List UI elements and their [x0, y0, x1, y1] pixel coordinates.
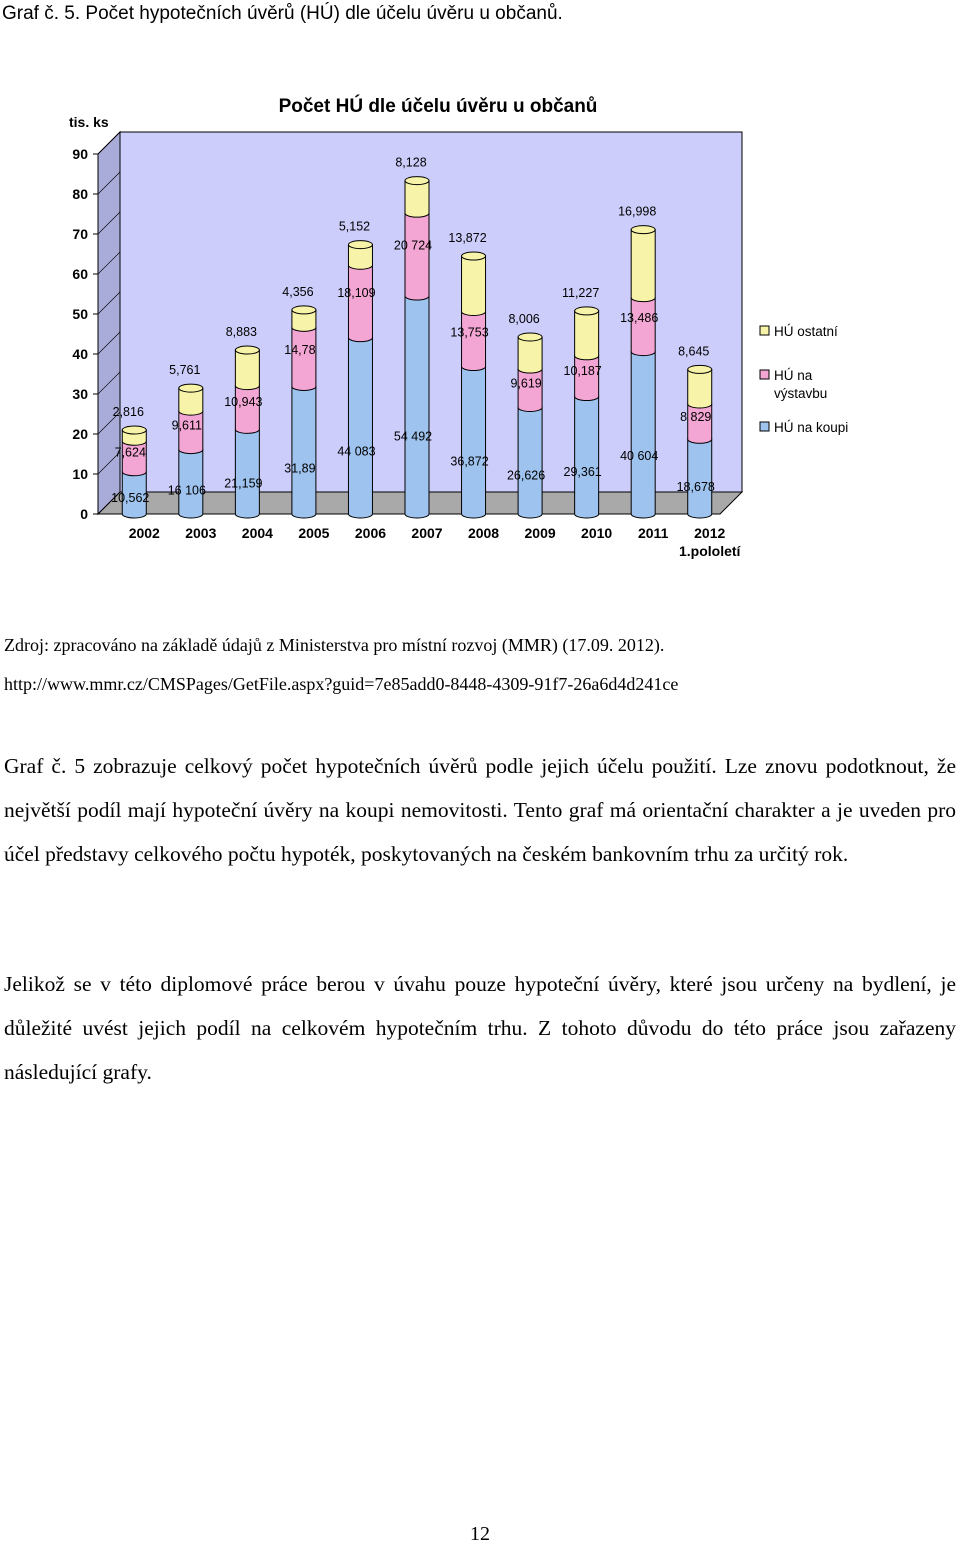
bar-segment [518, 407, 542, 518]
bar-segment [631, 230, 655, 302]
legend-label: výstavbu [774, 386, 828, 401]
bar-segment [462, 367, 486, 518]
bar-cap [405, 177, 429, 185]
data-label: 44 083 [337, 444, 376, 459]
x-tick-label: 2009 [524, 525, 556, 541]
data-label: 16,998 [618, 204, 657, 219]
stacked-bar-chart [0, 80, 960, 580]
data-label: 5,152 [338, 219, 371, 234]
bar-segment [688, 369, 712, 408]
x-tick-label: 2005 [298, 525, 330, 541]
bar-cap [348, 241, 372, 249]
legend-swatch [760, 326, 769, 335]
data-label: 16 106 [167, 483, 206, 498]
x-tick-label: 2004 [241, 525, 273, 541]
x-tick-label: 2012 [694, 525, 726, 541]
data-label: 5,761 [169, 363, 201, 378]
data-label: 54 492 [393, 429, 433, 444]
bar-segment [405, 213, 429, 300]
bar-segment [235, 386, 259, 434]
bar-segment [292, 386, 316, 518]
bar-segment [235, 350, 259, 390]
y-tick-label: 80 [72, 186, 88, 202]
data-label: 8,645 [678, 344, 710, 359]
bar-cap [122, 426, 146, 434]
bar-segment [292, 327, 316, 390]
data-label: 10,562 [111, 491, 150, 506]
bar-cap [631, 226, 655, 234]
data-label: 18,678 [676, 479, 715, 494]
y-tick-label: 40 [72, 346, 88, 362]
bar-cap [518, 333, 542, 341]
legend-label: HÚ na koupi [774, 420, 849, 435]
page-number: 12 [470, 1523, 490, 1545]
data-label: 13,753 [450, 325, 489, 340]
x-tick-label: 2006 [354, 525, 387, 541]
data-label: 40 604 [620, 449, 659, 464]
x-tick-label: 2011 [637, 525, 669, 541]
paragraph-1: Graf č. 5 zobrazuje celkový počet hypotečních úvěrů podle jejich účelu použití. Lze znovu podotknout, že největší podíl mají hypoteční úvěry na koupi nemovitosti. Tento graf má orientační charakter a je uveden pro účel představy celkového počtu hypoték, poskytovaných na českém bankovním trhu za určitý rok. [4, 754, 956, 866]
data-label: 13,872 [448, 231, 487, 246]
bar-segment [348, 265, 372, 341]
x-tick-label: 2003 [185, 525, 217, 541]
y-tick-label: 30 [72, 386, 88, 402]
bar-cap [235, 346, 259, 354]
source-note: Zdroj: zpracováno na základě údajů z Ministerstva pro místní rozvoj (MMR) (17.09. 2012). [4, 635, 665, 655]
y-tick-label: 50 [72, 306, 88, 322]
data-label: 31,89 [284, 461, 316, 476]
bar-segment [575, 311, 599, 360]
data-label: 20 724 [393, 238, 433, 253]
data-label: 26,626 [506, 468, 546, 483]
y-tick-label: 10 [72, 466, 88, 482]
bar-segment [518, 337, 542, 373]
legend-label: HÚ na [774, 368, 813, 383]
data-label: 8,128 [395, 155, 427, 170]
data-label: 29,361 [563, 464, 602, 479]
bar-segment [348, 338, 372, 518]
data-label: 7,624 [114, 445, 146, 460]
data-label: 10,187 [563, 364, 602, 379]
data-label: 4,356 [282, 284, 314, 299]
y-tick-label: 60 [72, 266, 88, 282]
bar-segment [405, 181, 429, 218]
bar-segment [462, 256, 486, 315]
data-label: 18,109 [337, 286, 376, 301]
data-label: 9,619 [510, 376, 542, 391]
bar-segment [688, 439, 712, 518]
bar-segment [575, 397, 599, 518]
data-label: 13,486 [620, 311, 659, 326]
data-label: 11,227 [561, 285, 600, 300]
x-tick-label: 2008 [467, 525, 500, 541]
legend-label: HÚ ostatní [774, 324, 838, 339]
y-tick-label: 90 [72, 146, 88, 162]
y-tick-label: 0 [80, 506, 88, 522]
data-label: 36,872 [450, 454, 489, 469]
figure-caption: Graf č. 5. Počet hypotečních úvěrů (HÚ) dle účelu úvěru u občanů. [2, 3, 563, 24]
bar-cap [179, 384, 203, 392]
source-url: http://www.mmr.cz/CMSPages/GetFile.aspx?guid=7e85add0-8448-4309-91f7-26a6d4d241ce [4, 674, 679, 694]
bar-segment [235, 429, 259, 518]
bar-cap [575, 307, 599, 315]
y-tick-label: 20 [72, 426, 88, 442]
x-tick-label: 2002 [128, 525, 160, 541]
data-label: 9,611 [171, 418, 202, 433]
data-label: 10,943 [224, 395, 263, 410]
bar-segment [631, 352, 655, 518]
bar-segment [405, 296, 429, 518]
data-label: 8 829 [680, 410, 712, 425]
data-label: 14,78 [284, 342, 316, 357]
data-label: 2,816 [112, 404, 144, 419]
bar-segment [575, 356, 599, 401]
y-axis-label: tis. ks [69, 114, 109, 130]
legend-swatch [760, 370, 769, 379]
x-tick-label: 1.pololetí [679, 543, 741, 559]
paragraph-2: Jelikož se v této diplomové práce berou v úvahu pouze hypoteční úvěry, které jsou určeny na bydlení, je důležité uvést jejich podíl na celkovém hypotečním trhu. Z tohoto důvodu do této práce jsou zařazeny následující grafy. [4, 972, 956, 1084]
bar-cap [688, 365, 712, 373]
data-label: 8,883 [225, 325, 258, 340]
bar-cap [292, 306, 316, 314]
bar-segment [631, 298, 655, 356]
legend-swatch [760, 422, 769, 431]
y-tick-label: 70 [72, 226, 88, 242]
x-tick-label: 2010 [581, 525, 613, 541]
data-label: 8,006 [508, 311, 540, 326]
chart-title: Počet HÚ dle účelu úvěru u občanů [278, 96, 598, 117]
x-tick-label: 2007 [411, 525, 443, 541]
bar-segment [462, 312, 486, 371]
bar-cap [462, 252, 486, 260]
data-label: 21,159 [224, 476, 263, 491]
